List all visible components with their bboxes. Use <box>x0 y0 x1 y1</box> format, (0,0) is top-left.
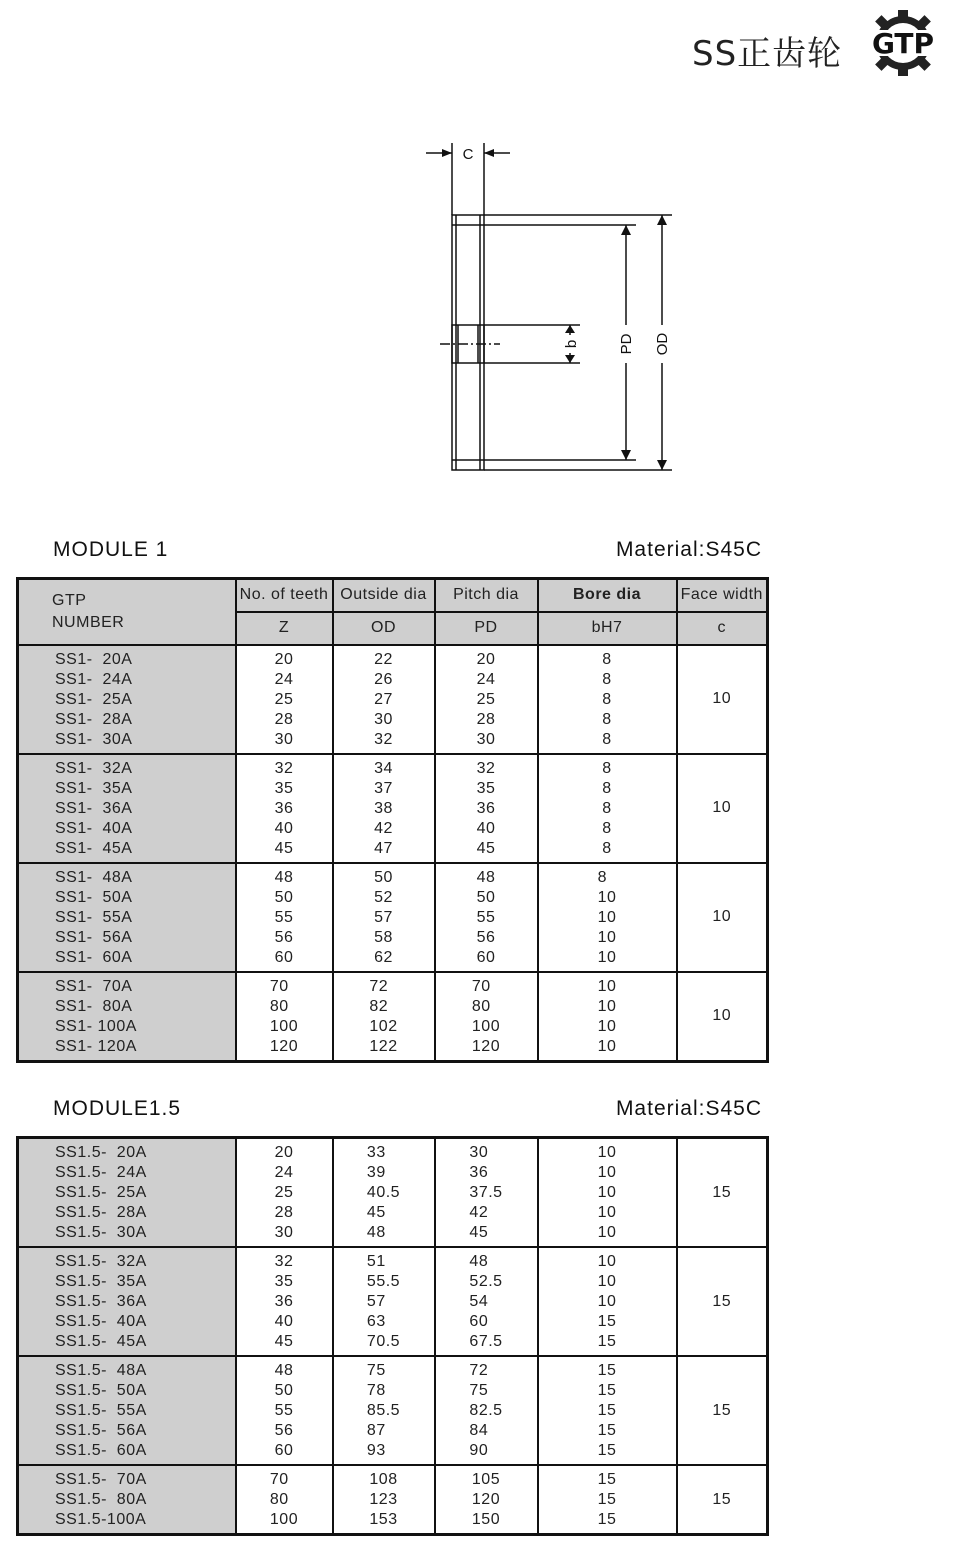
outside-dia-value: 87 <box>366 1422 386 1439</box>
pitch-dia-value: 37.5 <box>469 1184 503 1201</box>
outside-dia-value: 47 <box>374 839 393 857</box>
module15-title: MODULE1.5 <box>53 1097 182 1120</box>
pitch-dia-value: 30 <box>476 730 496 748</box>
face-width-value: 15 <box>677 1356 768 1465</box>
part-number-value: SS1.5- 56A <box>55 1422 147 1439</box>
outside-dia-list <box>333 1356 435 1465</box>
face-width-value: 10 <box>677 863 768 972</box>
bore-dia-value: 10 <box>597 1293 617 1310</box>
part-number-value: SS1.5- 24A <box>55 1164 147 1181</box>
face-width-value: 10 <box>677 754 768 863</box>
outside-dia-value: 93 <box>366 1442 386 1459</box>
bore-dia-list <box>538 1465 677 1535</box>
outside-dia-value: 52 <box>374 888 393 906</box>
pitch-dia-value: 80 <box>471 997 491 1015</box>
outside-dia-value: 39 <box>366 1164 386 1181</box>
bore-dia-value: 8 <box>602 819 612 837</box>
teeth-list <box>236 1356 333 1465</box>
pitch-dia-value: 82.5 <box>469 1402 503 1419</box>
bore-dia-list <box>538 972 677 1062</box>
outside-dia-value: 57 <box>374 908 393 926</box>
part-number-list <box>18 1138 236 1248</box>
bore-dia-value: 10 <box>597 1017 617 1035</box>
bore-dia-value: 15 <box>597 1511 617 1528</box>
teeth-value: 30 <box>274 1224 294 1241</box>
teeth-value: 24 <box>274 1164 294 1181</box>
outside-dia-value: 40.5 <box>366 1184 401 1201</box>
bore-dia-value: 15 <box>597 1382 617 1399</box>
part-number-value: SS1.5- 25A <box>55 1184 147 1201</box>
outside-dia-value: 26 <box>374 670 393 688</box>
pitch-dia-value: 40 <box>476 819 496 837</box>
bore-dia-value: 10 <box>597 1204 617 1221</box>
teeth-value: 55 <box>274 1402 294 1419</box>
part-number-value: SS1.5- 32A <box>55 1253 147 1270</box>
teeth-list <box>236 863 333 972</box>
label-od: OD <box>654 332 671 356</box>
pitch-dia-list <box>435 1465 538 1535</box>
part-number-list <box>18 754 236 863</box>
teeth-value: 35 <box>274 779 294 797</box>
outside-dia-list <box>333 1465 435 1535</box>
outside-dia-value: 123 <box>369 1491 398 1508</box>
pitch-dia-value: 25 <box>476 690 496 708</box>
bore-dia-value: 15 <box>597 1362 617 1379</box>
outside-dia-value: 57 <box>366 1293 386 1310</box>
teeth-value: 56 <box>274 928 294 946</box>
part-number-value: SS1- 80A <box>55 997 133 1015</box>
header-bh7: bH7 <box>538 612 677 645</box>
outside-dia-list <box>333 1247 435 1356</box>
pitch-dia-value: 50 <box>476 888 496 906</box>
bore-dia-value: 10 <box>597 1164 617 1181</box>
bore-dia-value: 8 <box>602 670 612 688</box>
outside-dia-value: 38 <box>374 799 393 817</box>
gear-group-row <box>18 1356 768 1465</box>
part-number-list <box>18 863 236 972</box>
bore-dia-value: 10 <box>597 928 617 946</box>
bore-dia-value: 8 <box>602 730 612 748</box>
teeth-value: 100 <box>269 1511 299 1528</box>
teeth-value: 70 <box>269 1471 289 1488</box>
pitch-dia-value: 120 <box>471 1491 501 1508</box>
bore-dia-value: 15 <box>597 1313 617 1330</box>
part-number-list <box>18 1465 236 1535</box>
bore-dia-value: 15 <box>597 1402 617 1419</box>
teeth-list <box>236 754 333 863</box>
face-width-value: 15 <box>677 1138 768 1248</box>
outside-dia-value: 51 <box>366 1253 386 1270</box>
bore-dia-list <box>538 1247 677 1356</box>
bore-dia-value: 15 <box>597 1491 617 1508</box>
teeth-value: 20 <box>274 650 294 668</box>
bore-dia-value: 15 <box>597 1422 617 1439</box>
outside-dia-value: 58 <box>374 928 393 946</box>
teeth-value: 32 <box>274 1253 294 1270</box>
outside-dia-value: 37 <box>374 779 393 797</box>
pitch-dia-list <box>435 1247 538 1356</box>
outside-dia-list <box>333 1138 435 1248</box>
teeth-value: 25 <box>274 690 294 708</box>
outside-dia-value: 22 <box>374 650 393 668</box>
teeth-value: 80 <box>269 1491 289 1508</box>
part-number-value: SS1.5- 36A <box>55 1293 147 1310</box>
outside-dia-value: 75 <box>366 1362 386 1379</box>
part-number-value: SS1- 20A <box>55 650 133 668</box>
teeth-list <box>236 645 333 754</box>
module1-material: Material:S45C <box>615 538 762 561</box>
bore-dia-list <box>538 1138 677 1248</box>
bore-dia-value: 15 <box>597 1471 617 1488</box>
bore-dia-list <box>538 754 677 863</box>
bore-dia-value: 8 <box>602 839 612 857</box>
part-number-value: SS1- 120A <box>55 1037 137 1055</box>
part-number-value: SS1.5- 70A <box>55 1471 147 1488</box>
part-number-value: SS1.5- 40A <box>55 1313 147 1330</box>
teeth-value: 100 <box>269 1017 299 1035</box>
bore-dia-value: 10 <box>597 1253 617 1270</box>
face-width-value: 10 <box>677 645 768 754</box>
pitch-dia-value: 67.5 <box>469 1333 503 1350</box>
teeth-value: 50 <box>274 1382 294 1399</box>
pitch-dia-value: 54 <box>469 1293 489 1310</box>
gear-group-row <box>18 1465 768 1535</box>
bore-dia-value: 8 <box>602 710 612 728</box>
label-pd: PD <box>618 333 635 355</box>
bore-dia-value: 15 <box>597 1333 617 1350</box>
bore-dia-value: 10 <box>597 948 617 966</box>
part-number-list <box>18 645 236 754</box>
bore-dia-value: 8 <box>597 868 607 886</box>
teeth-value: 36 <box>274 1293 294 1310</box>
teeth-value: 60 <box>274 1442 294 1459</box>
outside-dia-value: 78 <box>366 1382 386 1399</box>
bore-dia-value: 10 <box>597 977 617 995</box>
part-number-value: SS1.5- 48A <box>55 1362 147 1379</box>
bore-dia-list <box>538 1356 677 1465</box>
part-number-value: SS1.5- 35A <box>55 1273 147 1290</box>
pitch-dia-value: 56 <box>476 928 496 946</box>
header-face-width: Face width <box>677 579 768 612</box>
bore-dia-value: 10 <box>597 997 617 1015</box>
module15-material: Material:S45C <box>615 1097 762 1120</box>
teeth-value: 40 <box>274 819 294 837</box>
bore-dia-value: 15 <box>597 1442 617 1459</box>
part-number-value: SS1- 50A <box>55 888 133 906</box>
pitch-dia-value: 36 <box>469 1164 489 1181</box>
outside-dia-value: 108 <box>369 1471 398 1488</box>
outside-dia-list <box>333 863 435 972</box>
gear-group-row <box>18 1138 768 1248</box>
bore-dia-list <box>538 863 677 972</box>
part-number-value: SS1.5-100A <box>55 1511 147 1528</box>
part-number-value: SS1.5- 55A <box>55 1402 147 1419</box>
part-number-value: SS1.5- 60A <box>55 1442 147 1459</box>
teeth-value: 48 <box>274 1362 294 1379</box>
teeth-list <box>236 1247 333 1356</box>
pitch-dia-list <box>435 1356 538 1465</box>
pitch-dia-value: 45 <box>476 839 496 857</box>
pitch-dia-value: 60 <box>469 1313 489 1330</box>
part-number-list <box>18 1356 236 1465</box>
part-number-value: SS1- 32A <box>55 759 133 777</box>
bore-dia-value: 10 <box>597 908 617 926</box>
page-header <box>680 8 955 78</box>
header-bore-dia: Bore dia <box>538 579 677 612</box>
gear-dimension-drawing <box>410 135 690 485</box>
outside-dia-list <box>333 972 435 1062</box>
logo-text: GTP <box>871 27 935 60</box>
header-gtp-number: GTP NUMBER <box>18 579 236 645</box>
outside-dia-value: 85.5 <box>366 1402 401 1419</box>
pitch-dia-value: 84 <box>469 1422 489 1439</box>
pitch-dia-list <box>435 754 538 863</box>
gear-group-row <box>18 645 768 754</box>
pitch-dia-list <box>435 972 538 1062</box>
module1-spec-table <box>16 577 769 1063</box>
part-number-list <box>18 1247 236 1356</box>
bore-dia-list <box>538 645 677 754</box>
label-b: b <box>563 339 580 349</box>
teeth-value: 55 <box>274 908 294 926</box>
outside-dia-value: 70.5 <box>366 1333 401 1350</box>
teeth-list <box>236 1138 333 1248</box>
outside-dia-value: 55.5 <box>366 1273 401 1290</box>
teeth-value: 35 <box>274 1273 294 1290</box>
pitch-dia-value: 45 <box>469 1224 489 1241</box>
outside-dia-list <box>333 645 435 754</box>
part-number-value: SS1.5- 20A <box>55 1144 147 1161</box>
outside-dia-value: 32 <box>374 730 393 748</box>
teeth-value: 40 <box>274 1313 294 1330</box>
header-outside-dia: Outside dia <box>333 579 435 612</box>
bore-dia-value: 10 <box>597 1037 617 1055</box>
pitch-dia-value: 32 <box>476 759 496 777</box>
part-number-value: SS1- 30A <box>55 730 133 748</box>
teeth-value: 45 <box>274 839 294 857</box>
teeth-value: 28 <box>274 1204 294 1221</box>
outside-dia-value: 122 <box>369 1037 398 1055</box>
bore-dia-value: 8 <box>602 690 612 708</box>
pitch-dia-value: 72 <box>469 1362 489 1379</box>
gear-group-row <box>18 972 768 1062</box>
header-pd: PD <box>435 612 538 645</box>
part-number-value: SS1- 40A <box>55 819 133 837</box>
outside-dia-value: 82 <box>369 997 389 1015</box>
part-number-value: SS1- 24A <box>55 670 133 688</box>
outside-dia-value: 27 <box>374 690 393 708</box>
outside-dia-value: 102 <box>369 1017 398 1035</box>
teeth-value: 30 <box>274 730 294 748</box>
teeth-value: 48 <box>274 868 294 886</box>
teeth-value: 36 <box>274 799 294 817</box>
pitch-dia-value: 120 <box>471 1037 501 1055</box>
outside-dia-value: 30 <box>374 710 393 728</box>
part-number-value: SS1.5- 50A <box>55 1382 147 1399</box>
pitch-dia-value: 24 <box>476 670 496 688</box>
outside-dia-value: 63 <box>366 1313 386 1330</box>
pitch-dia-value: 42 <box>469 1204 489 1221</box>
pitch-dia-value: 30 <box>469 1144 489 1161</box>
pitch-dia-value: 48 <box>476 868 496 886</box>
pitch-dia-value: 55 <box>476 908 496 926</box>
module1-title: MODULE 1 <box>53 538 169 561</box>
part-number-value: SS1- 35A <box>55 779 133 797</box>
outside-dia-value: 34 <box>374 759 393 777</box>
part-number-value: SS1- 28A <box>55 710 133 728</box>
pitch-dia-value: 105 <box>471 1471 501 1488</box>
bore-dia-value: 10 <box>597 1224 617 1241</box>
header-z: Z <box>236 612 333 645</box>
face-width-value: 10 <box>677 972 768 1062</box>
bore-dia-value: 8 <box>602 650 612 668</box>
teeth-value: 120 <box>269 1037 299 1055</box>
pitch-dia-value: 28 <box>476 710 496 728</box>
outside-dia-value: 50 <box>374 868 393 886</box>
part-number-value: SS1- 36A <box>55 799 133 817</box>
header-teeth: No. of teeth <box>236 579 333 612</box>
label-c: C <box>462 146 474 163</box>
teeth-value: 24 <box>274 670 294 688</box>
teeth-value: 50 <box>274 888 294 906</box>
part-number-value: SS1- 25A <box>55 690 133 708</box>
part-number-value: SS1.5- 80A <box>55 1491 147 1508</box>
outside-dia-list <box>333 754 435 863</box>
part-number-value: SS1- 70A <box>55 977 133 995</box>
teeth-value: 32 <box>274 759 294 777</box>
teeth-value: 28 <box>274 710 294 728</box>
teeth-value: 25 <box>274 1184 294 1201</box>
header-od: OD <box>333 612 435 645</box>
bore-dia-value: 10 <box>597 1144 617 1161</box>
part-number-value: SS1- 45A <box>55 839 133 857</box>
pitch-dia-value: 90 <box>469 1442 489 1459</box>
gear-group-row <box>18 754 768 863</box>
pitch-dia-list <box>435 1138 538 1248</box>
pitch-dia-value: 36 <box>476 799 496 817</box>
teeth-list <box>236 972 333 1062</box>
bore-dia-value: 10 <box>597 1184 617 1201</box>
part-number-value: SS1.5- 30A <box>55 1224 147 1241</box>
page-title: SS正齿轮 <box>692 34 843 74</box>
face-width-value: 15 <box>677 1247 768 1356</box>
pitch-dia-value: 35 <box>476 779 496 797</box>
pitch-dia-value: 150 <box>471 1511 501 1528</box>
pitch-dia-value: 70 <box>471 977 491 995</box>
pitch-dia-value: 48 <box>469 1253 489 1270</box>
outside-dia-value: 45 <box>366 1204 386 1221</box>
bore-dia-value: 8 <box>602 779 612 797</box>
bore-dia-value: 8 <box>602 759 612 777</box>
bore-dia-value: 10 <box>597 888 617 906</box>
outside-dia-value: 42 <box>374 819 393 837</box>
pitch-dia-value: 20 <box>476 650 496 668</box>
part-number-value: SS1- 100A <box>55 1017 137 1035</box>
outside-dia-value: 153 <box>369 1511 398 1528</box>
outside-dia-value: 48 <box>366 1224 386 1241</box>
pitch-dia-value: 75 <box>469 1382 489 1399</box>
gear-group-row <box>18 1247 768 1356</box>
pitch-dia-value: 52.5 <box>469 1273 503 1290</box>
header-c: c <box>677 612 768 645</box>
part-number-value: SS1- 55A <box>55 908 133 926</box>
part-number-value: SS1.5- 28A <box>55 1204 147 1221</box>
part-number-value: SS1.5- 45A <box>55 1333 147 1350</box>
pitch-dia-list <box>435 645 538 754</box>
teeth-value: 70 <box>269 977 289 995</box>
teeth-list <box>236 1465 333 1535</box>
pitch-dia-list <box>435 863 538 972</box>
gear-group-row <box>18 863 768 972</box>
gtp-gear-logo <box>860 8 946 78</box>
pitch-dia-value: 100 <box>471 1017 501 1035</box>
teeth-value: 56 <box>274 1422 294 1439</box>
outside-dia-value: 72 <box>369 977 389 995</box>
teeth-value: 20 <box>274 1144 294 1161</box>
teeth-value: 60 <box>274 948 294 966</box>
part-number-list <box>18 972 236 1062</box>
pitch-dia-value: 60 <box>476 948 496 966</box>
outside-dia-value: 62 <box>374 948 393 966</box>
part-number-value: SS1- 60A <box>55 948 133 966</box>
teeth-value: 80 <box>269 997 289 1015</box>
bore-dia-value: 8 <box>602 799 612 817</box>
module15-spec-table <box>16 1136 769 1536</box>
part-number-value: SS1- 48A <box>55 868 133 886</box>
part-number-value: SS1- 56A <box>55 928 133 946</box>
bore-dia-value: 10 <box>597 1273 617 1290</box>
header-pitch-dia: Pitch dia <box>435 579 538 612</box>
teeth-value: 45 <box>274 1333 294 1350</box>
outside-dia-value: 33 <box>366 1144 386 1161</box>
face-width-value: 15 <box>677 1465 768 1535</box>
